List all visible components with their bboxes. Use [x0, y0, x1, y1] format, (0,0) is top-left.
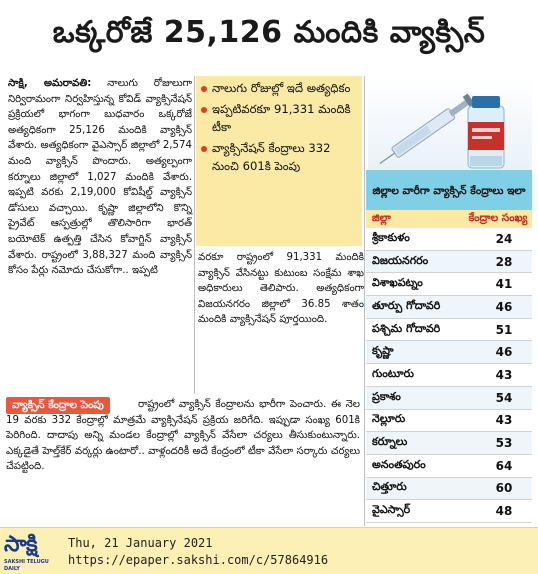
- district-name: కృష్ణా: [372, 344, 394, 358]
- sakshi-logo: [4, 531, 62, 571]
- table-row: [366, 478, 532, 501]
- center-count: 51: [495, 322, 513, 337]
- center-count: 46: [495, 345, 513, 360]
- center-count: 28: [495, 254, 513, 269]
- table-row: [366, 319, 532, 342]
- center-count: 53: [495, 436, 513, 451]
- footer-date: Thu, 21 January 2021: [68, 536, 213, 550]
- table-title: జిల్లాల వారీగా వ్యాక్సిన్ కేంద్రాలు ఇలా: [366, 170, 532, 210]
- table-row: [366, 296, 532, 319]
- center-count: 46: [495, 299, 513, 314]
- table-row: [366, 251, 532, 274]
- table-row: [366, 387, 532, 410]
- bottom-article-body: రాష్ట్రంలో వ్యాక్సిన్ కేంద్రాలను భారీగా పెంచారు. ఈ నెల 19 వరకు 332 కేంద్రాల్లో మాత్రమే వ్యాక్సినేషన్ ప్రక్రియ జరిగేది. ఇప్పుడా సంఖ్య 601కి పెరిగింది. దాదాపు అన్ని మండల కేంద్రాల్లో వ్యాక్సిన్ వేసేలా చర్యలు తీసుకుంటున్నారు. ఎక్కడైతే హెల్త్‌కేర్ వర్కర్లు ఉంటారో.. వాళ్లందరికీ అదే కేంద్రంలో టీకా వేసేలా సర్కారు చర్యలు చేపట్టింది.: [6, 399, 360, 473]
- highlight-item: నాలుగు రోజుల్లో ఇదే అత్యధికం: [200, 80, 356, 97]
- article-body-2: వరకూ రాష్ట్రంలో 91,331 మందికి వ్యాక్సిన్ వేసినట్టు కుటుంబ సంక్షేమ శాఖ అధికారులు తెలిపారు. అత్యధికంగా విజయనగరం జిల్లాలో 36.85 శాతం మందికి వ్యాక్సినేషన్ పూర్తయింది.: [198, 252, 364, 326]
- center-count: 43: [495, 413, 513, 428]
- column-divider: [364, 76, 365, 526]
- district-name: చిత్తూరు: [372, 480, 407, 494]
- center-count: 48: [495, 504, 513, 519]
- table-header: [366, 210, 532, 228]
- district-name: కర్నూలు: [372, 435, 408, 449]
- district-name: నెల్లూరు: [372, 412, 406, 426]
- highlight-item: ఇప్పటివరకూ 91,331 మందికి టీకా: [200, 101, 356, 136]
- district-name: గుంటూరు: [372, 366, 414, 380]
- article-column-1: [8, 76, 192, 279]
- table-row: [366, 410, 532, 433]
- district-name: విజయనగరం: [372, 253, 429, 267]
- center-count: 43: [495, 367, 513, 382]
- district-name: శ్రీకాకుళం: [372, 230, 410, 244]
- table-row: [366, 432, 532, 455]
- highlights-box: [196, 76, 362, 246]
- table-row: [366, 228, 532, 251]
- table-row: [366, 273, 532, 296]
- vaccine-vial-syringe-image: [368, 76, 532, 174]
- footer-url[interactable]: https://epaper.sakshi.com/c/57864916: [68, 553, 329, 567]
- article-body-1: నాలుగు రోజులుగా నిర్విరామంగా నిర్వహిస్తున్న కోవిడ్ వ్యాక్సినేషన్ ప్రక్రియలో భాగంగా బుధవారం ఒక్కరోజే అత్యధికంగా 25,126 మందికి వ్యాక్సిన్ వేశారు. అత్యధికంగా వైఎస్సార్ జిల్లాలో 2,574 మంది వ్యాక్సిన్ పొందారు. అత్యల్పంగా కర్నూలు జిల్లాలో 1,027 మందికి వేశారు. ఇప్పటి వరకు 2,19,000 కోవిషీల్డ్ వ్యాక్సిన్ డోసులు వచ్చాయి. కృష్ణా జిల్లాలోని కొన్ని ప్రైవేట్ ఆస్పత్రుల్లో తొలిసారిగా భారత్ బయోటెక్ ఉత్పత్తి చేసిన కోవాగ్జిన్ వ్యాక్సిన్ వేశారు. రాష్ట్రంలో 3,88,327 మంది వ్యాక్సిన్ కోసం పేర్లు నమోదు చేసుకోగా.. ఇప్పటి: [8, 78, 192, 277]
- center-count: 54: [495, 390, 513, 405]
- center-count: 64: [495, 458, 513, 473]
- logo-wordmark: సాక్షి: [4, 532, 38, 557]
- dateline: సాక్షి, అమరావతి:: [8, 78, 92, 89]
- district-name: ప్రకాశం: [372, 389, 401, 403]
- header-district: జిల్లా: [372, 211, 391, 224]
- footer-bar: [0, 527, 538, 574]
- district-name: అనంతపురం: [372, 457, 426, 471]
- district-name: విశాఖపట్నం: [372, 276, 423, 290]
- headline: ఒక్కరోజే 25,126 మందికి వ్యాక్సిన్: [52, 15, 486, 50]
- column-divider: [194, 76, 195, 394]
- logo-subtitle: SAKSHI TELUGU DAILY: [4, 559, 49, 572]
- section-tag: వ్యాక్సిన్ కేంద్రాల పెంపు: [6, 397, 110, 414]
- table-row: [366, 341, 532, 364]
- header-centers: కేంద్రాల సంఖ్య: [468, 211, 528, 224]
- table-row: [366, 364, 532, 387]
- district-name: తూర్పు గోదావరి: [372, 298, 441, 312]
- district-table: [366, 170, 532, 526]
- district-name: వైఎస్సార్: [372, 503, 411, 517]
- highlight-item: వ్యాక్సినేషన్ కేంద్రాలు 332 నుంచి 601కి పెంపు: [200, 140, 356, 175]
- table-row: [366, 500, 532, 523]
- table-row: [366, 455, 532, 478]
- center-count: 41: [495, 277, 513, 292]
- center-count: 24: [495, 231, 513, 246]
- district-name: పశ్చిమ గోదావరి: [372, 321, 441, 335]
- center-count: 60: [495, 481, 513, 496]
